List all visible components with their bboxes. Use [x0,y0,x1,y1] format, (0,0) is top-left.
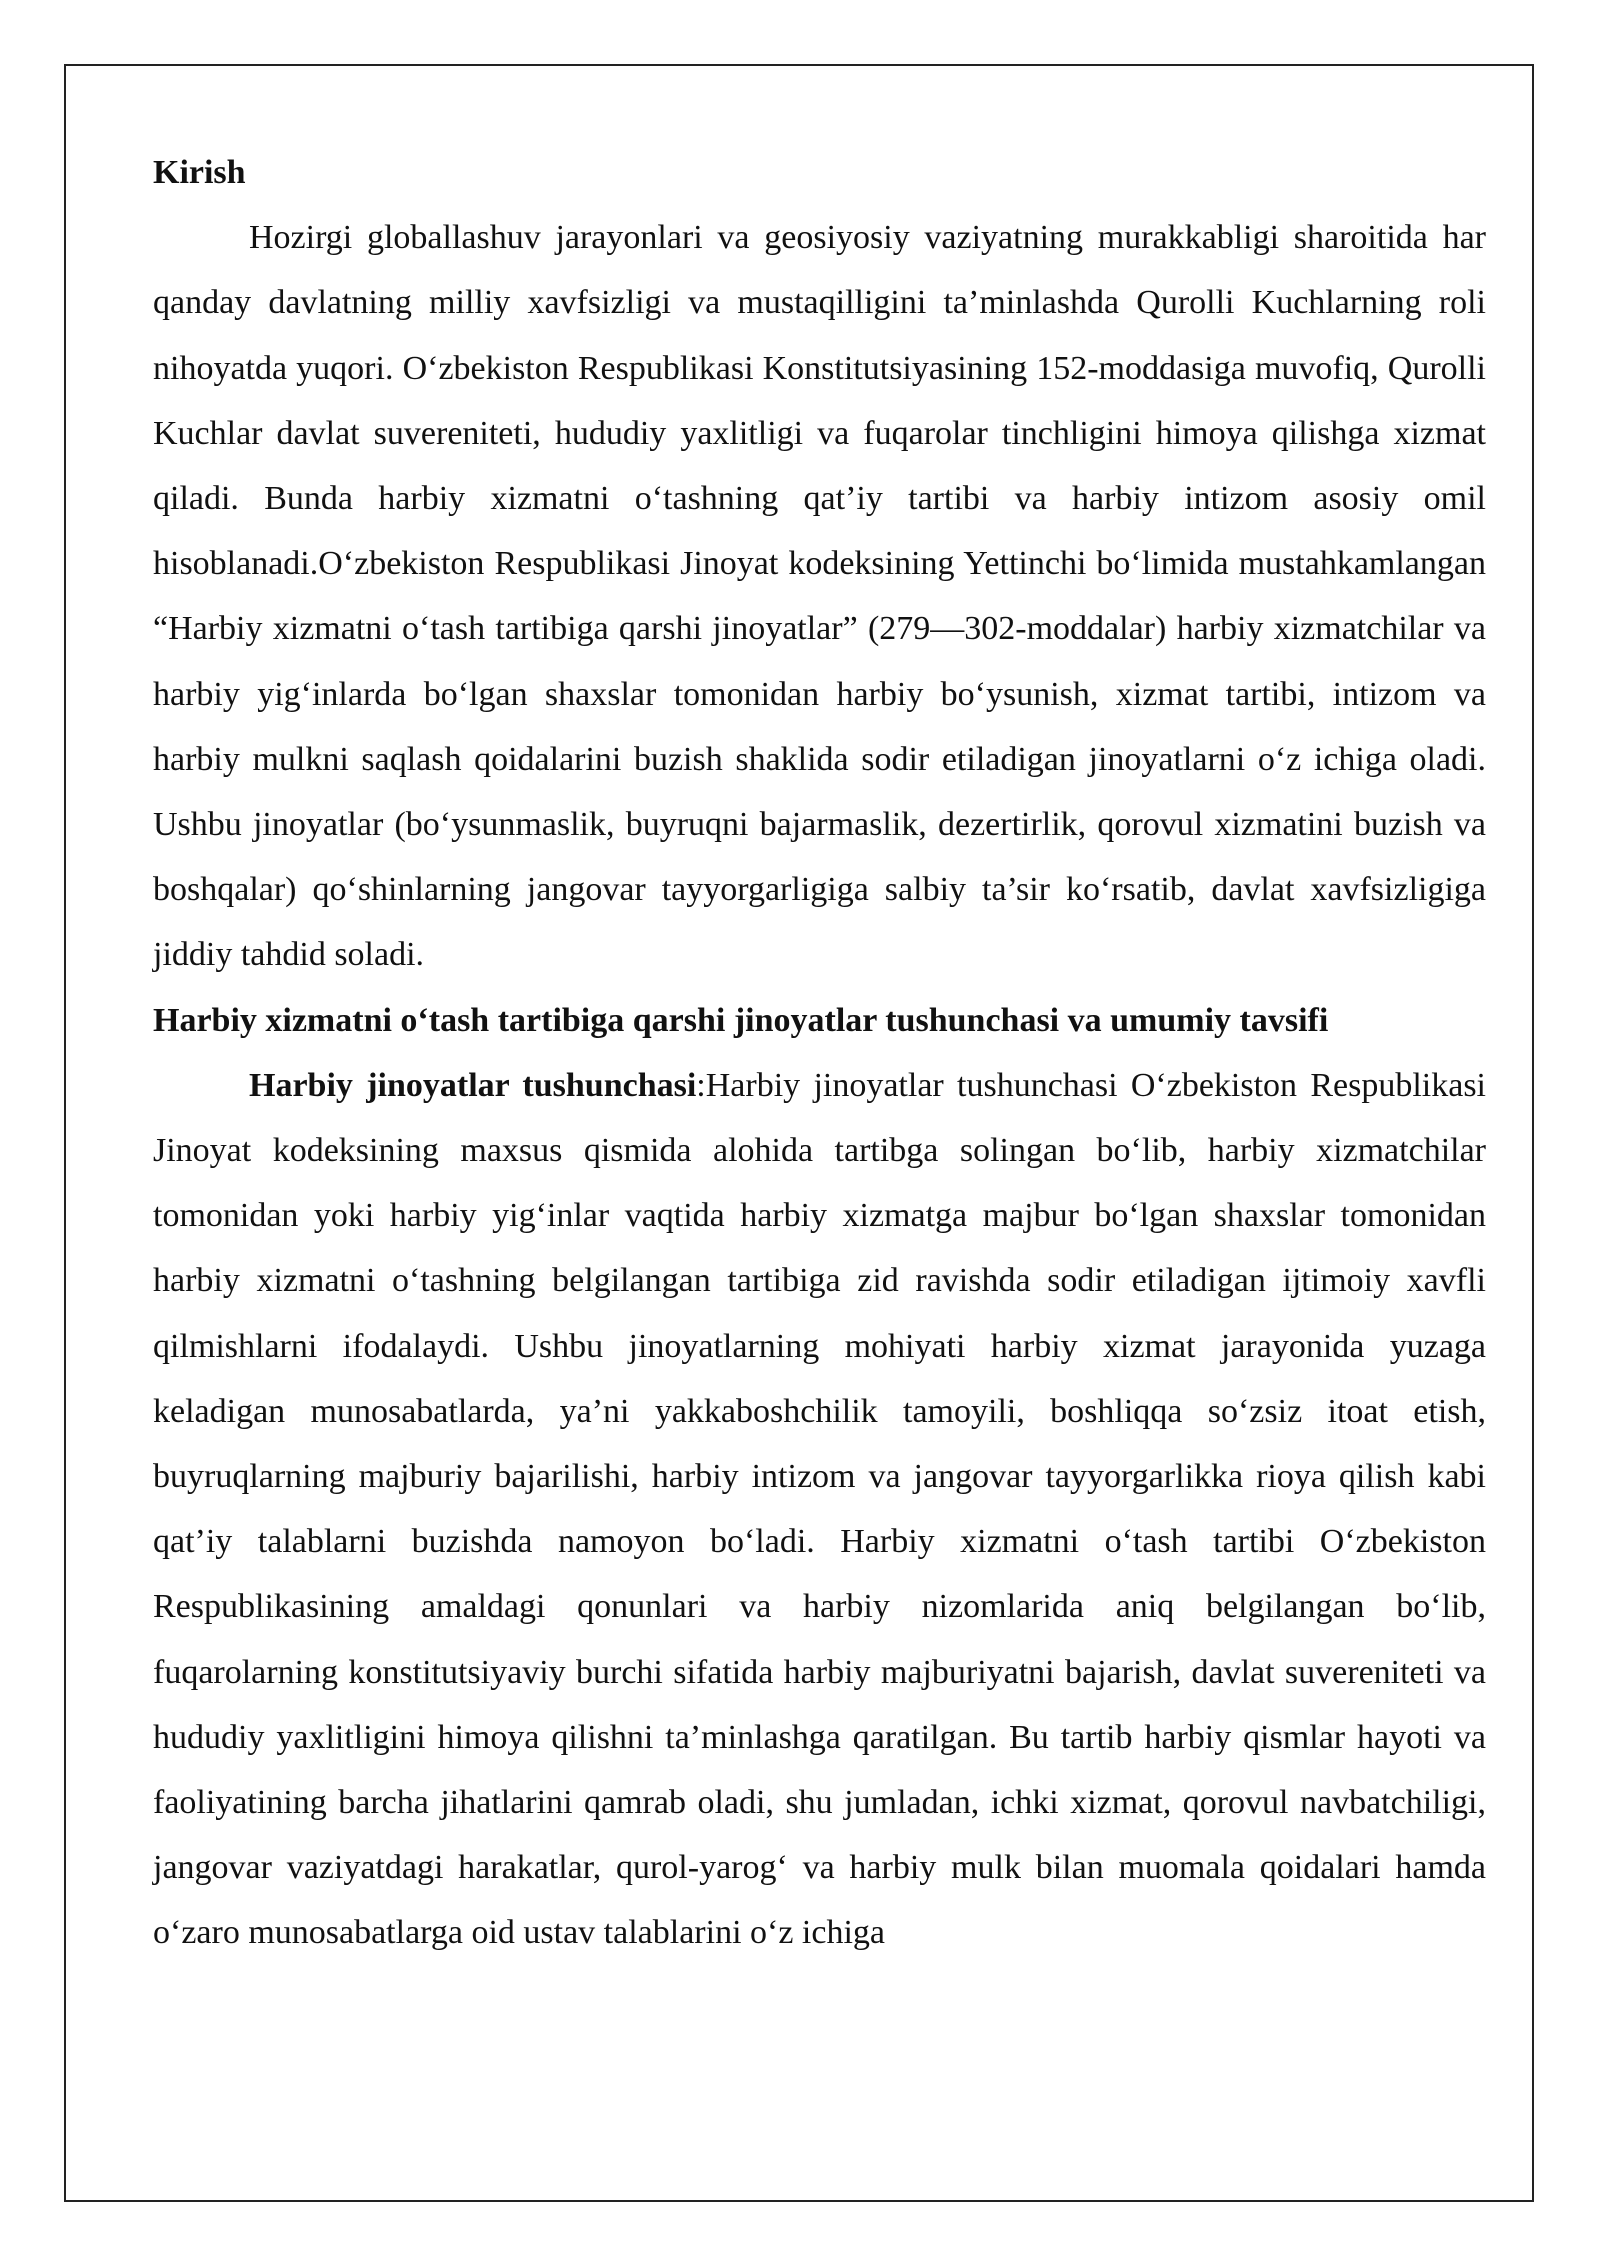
intro-heading: Kirish [153,154,246,191]
section-lead-term: Harbiy jinoyatlar tushunchasi [249,1066,697,1104]
section-heading: Harbiy xizmatni o‘tash tartibiga qarshi jinoyatlar tushunchasi va umumiy tavsifi [153,1001,1329,1039]
document-body [153,140,1486,1966]
section-paragraph-text: :Harbiy jinoyatlar tushunchasi O‘zbekiston Respublikasi Jinoyat kodeksining maxsus qismida alohida tartibga solingan bo‘lib, harbiy xizmatchilar tomonidan yoki harbiy yig‘inlar vaqtida harbiy xizmatga majbur bo‘lgan shaxslar tomonidan harbiy xizmatni o‘tashning belgilangan tartibiga zid ravishda sodir etiladigan ijtimoiy xavfli qilmishlarni ifodalaydi. Ushbu jinoyatlarning mohiyati harbiy xizmat jarayonida yuzaga keladigan munosabatlarda, ya’ni yakkaboshchilik tamoyili, boshliqqa so‘zsiz itoat etish, buyruqlarning majburiy bajarilishi, harbiy intizom va jangovar tayyorgarlikka rioya qilish kabi qat’iy talablarni buzishda namoyon bo‘ladi. Harbiy xizmatni o‘tash tartibi O‘zbekiston Respublikasining amaldagi qonunlari va harbiy nizomlarida aniq belgilangan bo‘lib, fuqarolarning konstitutsiyaviy burchi sifatida harbiy majburiyatni bajarish, davlat suvereniteti va hududiy yaxlitligini himoya qilishni ta’minlashga qaratilgan. Bu tartib harbiy qismlar hayoti va faoliyatining barcha jihatlarini qamrab oladi, shu jumladan, ichki xizmat, qorovul navbatchiligi, jangovar vaziyatdagi harakatlar, qurol-yarog‘ va harbiy mulk bilan muomala qoidalari hamda o‘zaro munosabatlarga oid ustav talablarini o‘z ichiga [153,1066,1486,1952]
intro-paragraph: Hozirgi globallashuv jarayonlari va geosiyosiy vaziyatning murakkabligi sharoitida har qanday davlatning milliy xavfsizligi va mustaqilligini ta’minlashda Qurolli Kuchlarning roli nihoyatda yuqori. O‘zbekiston Respublikasi Konstitutsiyasining 152-moddasiga muvofiq, Qurolli Kuchlar davlat suvereniteti, hududiy yaxlitligi va fuqarolar tinchligini himoya qilishga xizmat qiladi. Bunda harbiy xizmatni o‘tashning qat’iy tartibi va harbiy intizom asosiy omil hisoblanadi.O‘zbekiston Respublikasi Jinoyat kodeksining Yettinchi bo‘limida mustahkamlangan “Harbiy xizmatni o‘tash tartibiga qarshi jinoyatlar” (279—302-moddalar) harbiy xizmatchilar va harbiy yig‘inlarda bo‘lgan shaxslar tomonidan harbiy bo‘ysunish, xizmat tartibi, intizom va harbiy mulkni saqlash qoidalarini buzish shaklida sodir etiladigan jinoyatlarni o‘z ichiga oladi. Ushbu jinoyatlar (bo‘ysunmaslik, buyruqni bajarmaslik, dezertirlik, qorovul xizmatini buzish va boshqalar) qo‘shinlarning jangovar tayyorgarligiga salbiy ta’sir ko‘rsatib, davlat xavfsizligiga jiddiy tahdid soladi. [153,219,1486,974]
section-paragraph [153,1053,1486,1966]
